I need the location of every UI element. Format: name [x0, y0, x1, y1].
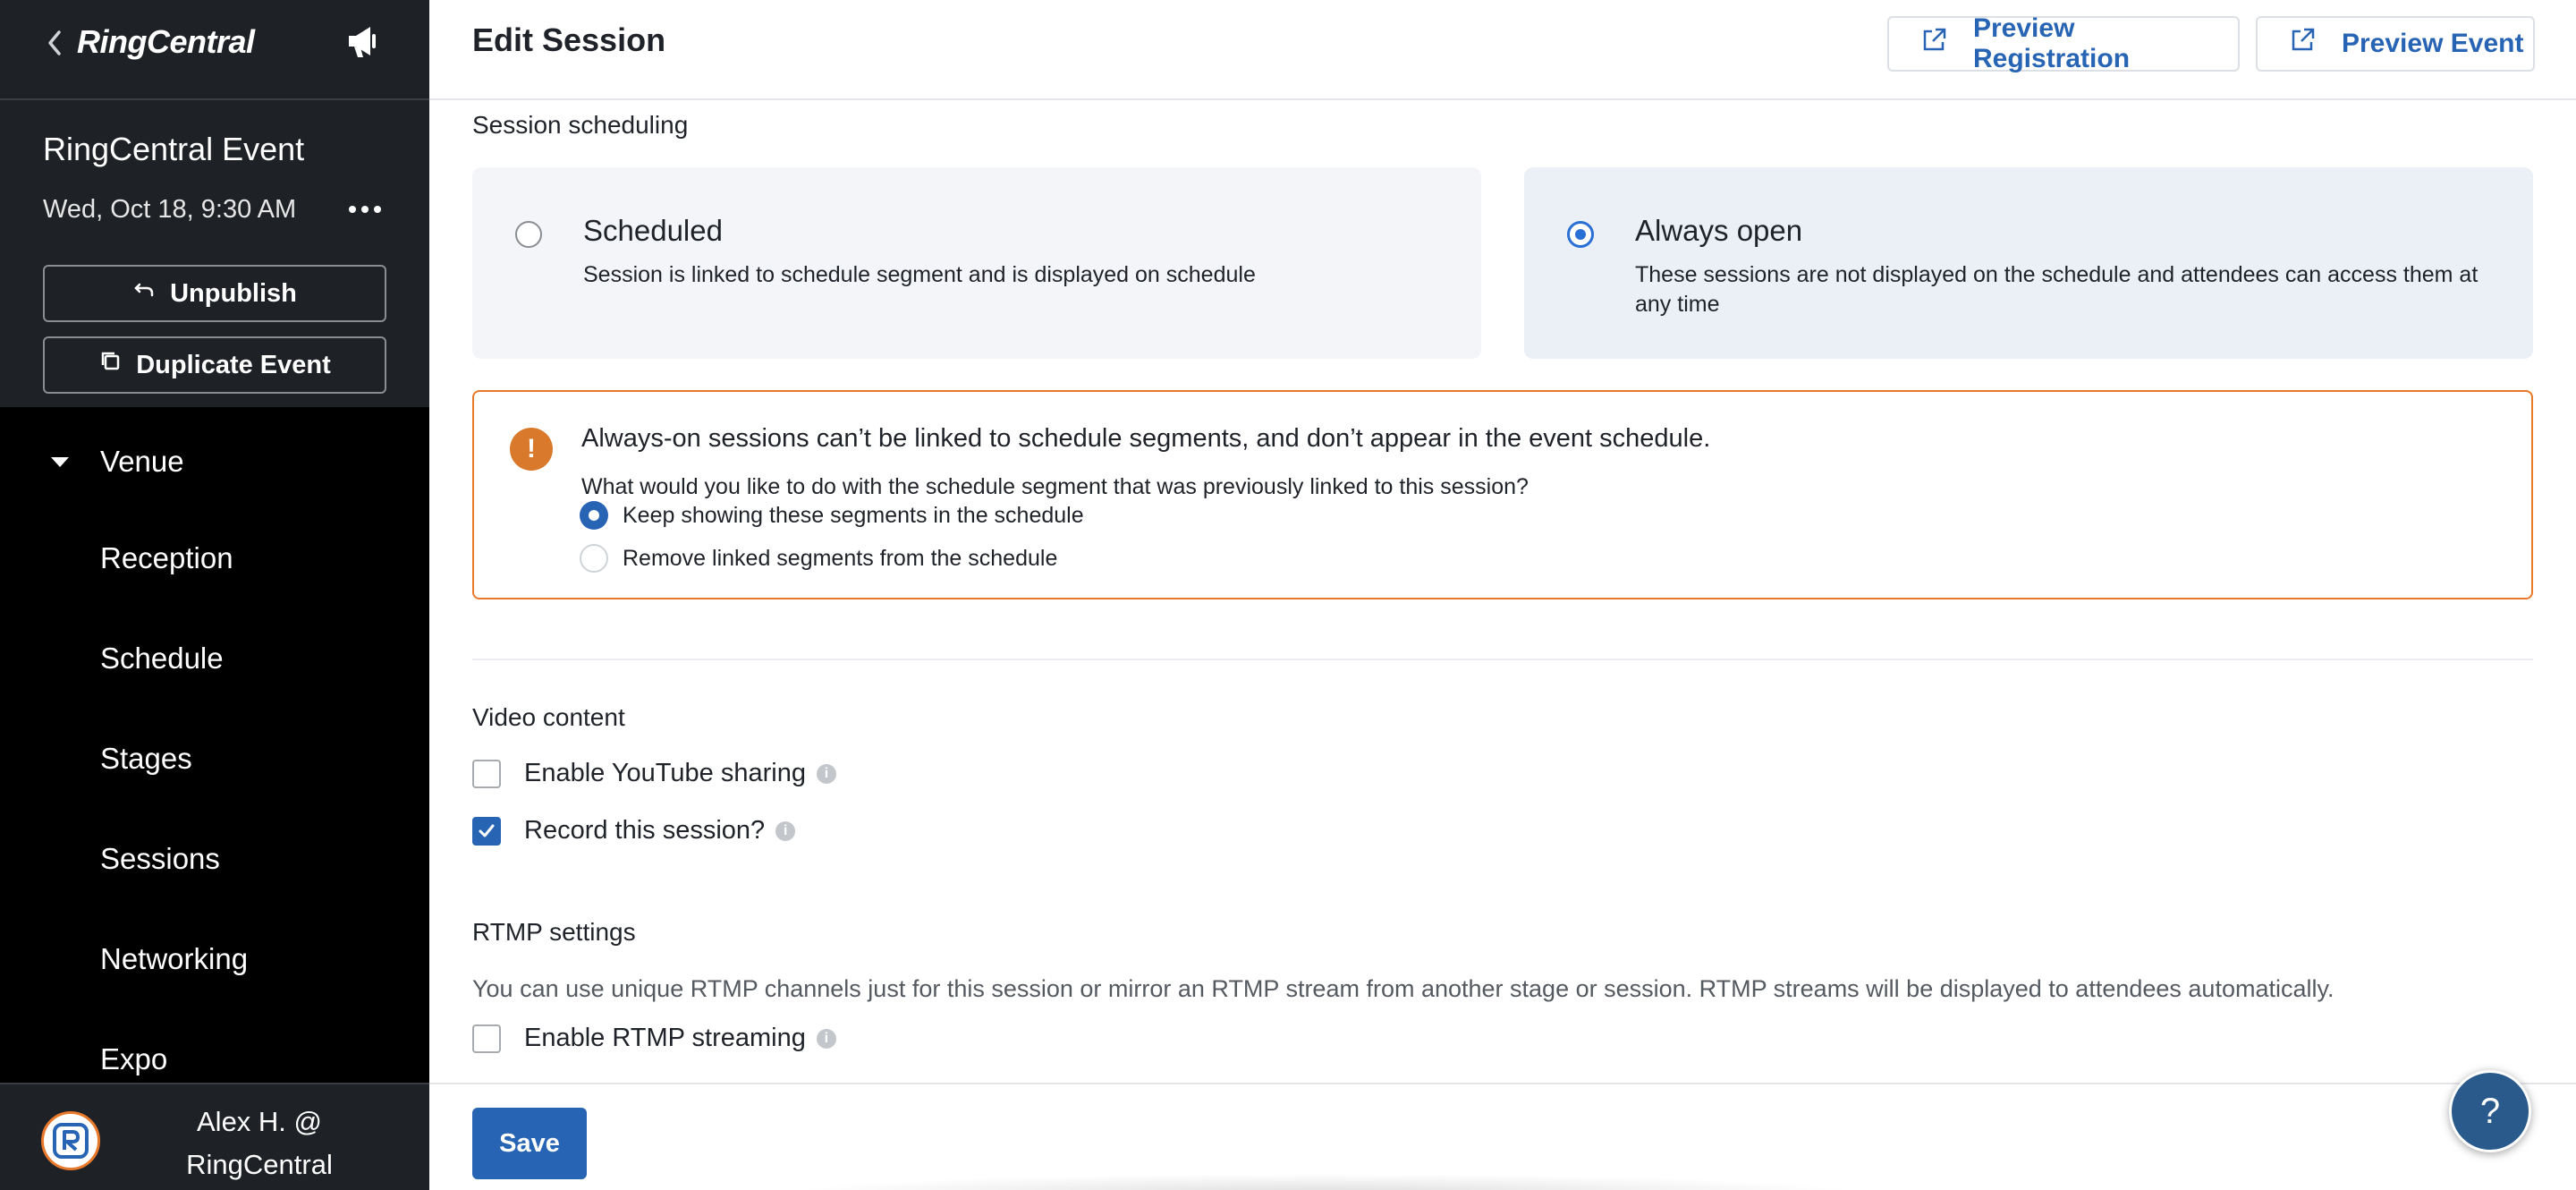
- preview-registration-button[interactable]: [1887, 13, 2240, 73]
- duplicate-icon: [98, 349, 123, 381]
- sidebar-item-stages[interactable]: Stages: [100, 742, 192, 775]
- sidebar-user-panel[interactable]: [0, 1083, 429, 1190]
- unpublish-label: Unpublish: [170, 278, 297, 308]
- page-title: Edit Session: [472, 21, 666, 58]
- user-name-line2: RingCentral: [186, 1149, 333, 1180]
- scheduled-radio[interactable]: [515, 221, 542, 248]
- ringcentral-logo-icon: [51, 1121, 90, 1160]
- preview-event-button[interactable]: [2256, 16, 2535, 72]
- page-footer: [429, 1083, 2576, 1190]
- keep-segments-label: Keep showing these segments in the schedule: [623, 502, 1084, 528]
- rtmp-streaming-checkbox[interactable]: [472, 1024, 501, 1053]
- scheduled-title: Scheduled: [583, 214, 723, 247]
- undo-icon: [132, 277, 157, 310]
- remove-segments-radio[interactable]: [580, 544, 608, 573]
- help-button[interactable]: ?: [2449, 1070, 2531, 1152]
- sidebar-item-sessions[interactable]: Sessions: [100, 842, 220, 875]
- megaphone-icon[interactable]: [343, 21, 388, 61]
- rtmp-streaming-label: Enable RTMP streaming: [524, 1024, 806, 1052]
- always-open-description: These sessions are not displayed on the schedule and attendees can access them at any time: [1635, 262, 2479, 317]
- duplicate-event-button[interactable]: [43, 336, 386, 394]
- brand-logo[interactable]: RingCentral: [77, 23, 255, 60]
- rtmp-streaming-row[interactable]: [472, 1024, 836, 1053]
- remove-segments-option[interactable]: [580, 544, 1057, 573]
- avatar[interactable]: [41, 1111, 100, 1170]
- sidebar: [0, 0, 429, 1190]
- info-icon[interactable]: i: [775, 821, 795, 841]
- page-header: [429, 0, 2576, 100]
- venue-label: Venue: [100, 445, 184, 478]
- always-open-radio[interactable]: [1567, 221, 1594, 248]
- info-icon[interactable]: i: [817, 1029, 836, 1049]
- record-session-checkbox[interactable]: [472, 817, 501, 846]
- sidebar-brand-bar: [0, 0, 429, 100]
- user-name-line1: Alex H. @: [197, 1106, 322, 1137]
- keep-segments-option[interactable]: [580, 501, 1084, 530]
- preview-registration-label: Preview Registration: [1973, 13, 2131, 73]
- warning-icon: !: [510, 428, 553, 471]
- rtmp-description: You can use unique RTMP channels just for this session or mirror an RTMP stream from another stage or session. RTMP streams will be displayed to attendees automatically.: [472, 975, 2334, 1002]
- warning-question: What would you like to do with the schedule segment that was previously linked to this session?: [581, 474, 1529, 499]
- rtmp-settings-label: RTMP settings: [472, 918, 636, 946]
- event-title: RingCentral Event: [43, 131, 305, 167]
- record-session-row[interactable]: [472, 816, 795, 846]
- user-name: [134, 1101, 385, 1186]
- scheduled-option-card[interactable]: [472, 167, 1481, 359]
- caret-down-icon: [48, 450, 72, 473]
- back-chevron-icon[interactable]: [41, 25, 68, 61]
- video-content-label: Video content: [472, 703, 625, 731]
- duplicate-label: Duplicate Event: [136, 350, 331, 379]
- section-divider: [472, 659, 2533, 660]
- youtube-sharing-row[interactable]: [472, 759, 836, 788]
- sidebar-item-expo[interactable]: Expo: [100, 1042, 168, 1075]
- save-button[interactable]: Save: [472, 1108, 587, 1179]
- youtube-sharing-checkbox[interactable]: [472, 760, 501, 788]
- session-scheduling-label: Session scheduling: [472, 111, 689, 139]
- sidebar-venue-toggle[interactable]: [0, 434, 429, 488]
- check-icon: [477, 821, 496, 841]
- event-date: Wed, Oct 18, 9:30 AM: [43, 195, 297, 224]
- sidebar-event-panel: [0, 0, 429, 407]
- external-link-icon: [1919, 26, 1948, 62]
- remove-segments-label: Remove linked segments from the schedule: [623, 545, 1058, 571]
- footer-shadow: [787, 1174, 1860, 1190]
- unpublish-button[interactable]: [43, 265, 386, 322]
- youtube-sharing-label: Enable YouTube sharing: [524, 759, 806, 787]
- external-link-icon: [2288, 26, 2317, 62]
- info-icon[interactable]: i: [817, 764, 836, 784]
- preview-event-label: Preview Event: [2342, 29, 2524, 58]
- scheduled-description: Session is linked to schedule segment and is displayed on schedule: [583, 262, 1256, 287]
- record-session-label: Record this session?: [524, 816, 766, 845]
- sidebar-item-networking[interactable]: Networking: [100, 942, 249, 975]
- main-content: [429, 100, 2576, 1083]
- always-open-option-card[interactable]: [1524, 167, 2533, 359]
- more-icon[interactable]: [347, 193, 383, 225]
- sidebar-item-reception[interactable]: Reception: [100, 541, 233, 574]
- sidebar-item-schedule[interactable]: Schedule: [100, 642, 224, 675]
- keep-segments-radio[interactable]: [580, 501, 608, 530]
- always-open-title: Always open: [1635, 214, 1803, 247]
- warning-title: Always-on sessions can’t be linked to schedule segments, and don’t appear in the event schedule.: [581, 424, 1711, 453]
